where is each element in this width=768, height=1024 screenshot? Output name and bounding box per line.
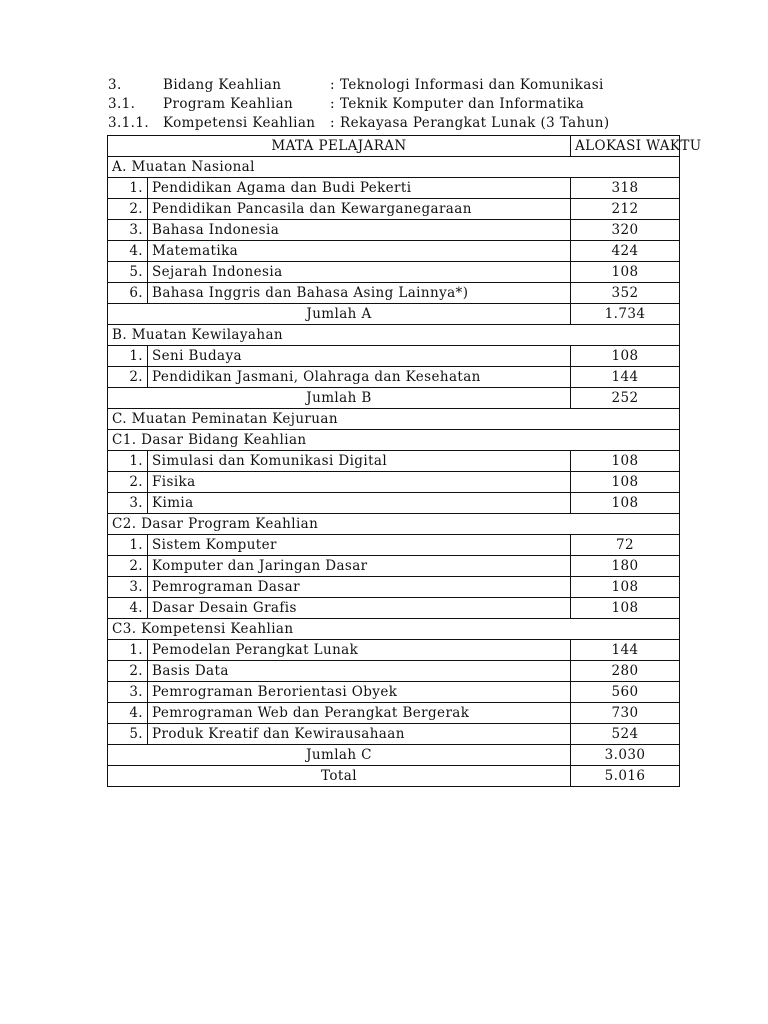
section-title-row [108,325,680,346]
table-row [108,661,680,682]
table-row [108,682,680,703]
row-number: 5. [108,262,148,283]
section-title: B. Muatan Kewilayahan [108,325,680,346]
subject-hours: 144 [571,367,680,388]
subject-hours: 108 [571,262,680,283]
table-row [108,703,680,724]
table-row [108,241,680,262]
table-row [108,640,680,661]
table-header-row [108,136,680,157]
row-number: 3. [108,682,148,703]
subtotal-value: 3.030 [571,745,680,766]
table-row [108,535,680,556]
table-row [108,556,680,577]
subtotal-label: Jumlah C [108,745,571,766]
row-number: 3. [108,493,148,514]
table-row [108,199,680,220]
row-number: 2. [108,556,148,577]
header-label: Program Keahlian [163,96,294,112]
subject-hours: 212 [571,199,680,220]
subject-hours: 318 [571,178,680,199]
section-title-row [108,409,680,430]
row-number: 2. [108,367,148,388]
subject-name: Pemrograman Dasar [148,577,571,598]
subject-name: Dasar Desain Grafis [148,598,571,619]
subject-hours: 424 [571,241,680,262]
header-number: 3. [108,77,122,93]
subject-hours: 108 [571,577,680,598]
subject-name: Pemrograman Web dan Perangkat Bergerak [148,703,571,724]
header-separator: : [330,77,335,93]
header-value: Teknik Komputer dan Informatika [340,96,585,112]
section-title-row [108,157,680,178]
header-label: Bidang Keahlian [163,77,282,93]
subject-name: Pendidikan Agama dan Budi Pekerti [148,178,571,199]
grand-total-label: Total [108,766,571,787]
table-row [108,346,680,367]
subject-name: Pemodelan Perangkat Lunak [148,640,571,661]
table-row [108,472,680,493]
row-number: 2. [108,472,148,493]
subject-hours: 352 [571,283,680,304]
row-number: 1. [108,451,148,472]
subject-hours: 108 [571,346,680,367]
row-number: 1. [108,178,148,199]
subtotal-row [108,388,680,409]
table-row [108,451,680,472]
row-number: 3. [108,577,148,598]
subject-name: Kimia [148,493,571,514]
section-title: A. Muatan Nasional [108,157,680,178]
header-separator: : [330,96,335,112]
subject-name: Fisika [148,472,571,493]
table-row [108,724,680,745]
table-row [108,598,680,619]
subject-name: Matematika [148,241,571,262]
subsection-title-row [108,619,680,640]
subject-name: Pendidikan Jasmani, Olahraga dan Kesehatan [148,367,571,388]
row-number: 3. [108,220,148,241]
subtotal-row [108,745,680,766]
subsection-title-row [108,514,680,535]
subtotal-value: 252 [571,388,680,409]
subject-hours: 144 [571,640,680,661]
subject-hours: 320 [571,220,680,241]
table-row [108,493,680,514]
subtotal-label: Jumlah A [108,304,571,325]
subject-hours: 560 [571,682,680,703]
subject-name: Komputer dan Jaringan Dasar [148,556,571,577]
header-number: 3.1. [108,96,136,112]
curriculum-table [107,135,702,787]
table-row [108,367,680,388]
grand-total-row [108,766,680,787]
subject-hours: 730 [571,703,680,724]
row-number: 1. [108,535,148,556]
row-number: 4. [108,703,148,724]
column-header-subject: MATA PELAJARAN [108,136,571,157]
row-number: 5. [108,724,148,745]
subsection-title: C2. Dasar Program Keahlian [108,514,680,535]
subject-name: Sistem Komputer [148,535,571,556]
table-row [108,220,680,241]
subject-hours: 280 [571,661,680,682]
subject-name: Basis Data [148,661,571,682]
column-header-time: ALOKASI WAKTU [571,136,680,157]
row-number: 4. [108,241,148,262]
subtotal-value: 1.734 [571,304,680,325]
header-number: 3.1.1. [108,115,150,131]
row-number: 1. [108,346,148,367]
subject-hours: 72 [571,535,680,556]
header-row-bidang [108,76,610,95]
header-value: Rekayasa Perangkat Lunak (3 Tahun) [340,115,610,131]
subject-name: Bahasa Inggris dan Bahasa Asing Lainnya*) [148,283,571,304]
row-number: 6. [108,283,148,304]
table-row [108,178,680,199]
row-number: 4. [108,598,148,619]
subject-name: Sejarah Indonesia [148,262,571,283]
header-row-program [108,95,610,114]
row-number: 2. [108,661,148,682]
subject-hours: 180 [571,556,680,577]
subtotal-row [108,304,680,325]
subject-hours: 108 [571,493,680,514]
subtotal-label: Jumlah B [108,388,571,409]
row-number: 2. [108,199,148,220]
table-row [108,262,680,283]
subsection-title: C3. Kompetensi Keahlian [108,619,680,640]
table-row [108,283,680,304]
subject-hours: 108 [571,472,680,493]
grand-total-value: 5.016 [571,766,680,787]
document-header [108,76,610,133]
row-number: 1. [108,640,148,661]
subsection-title: C1. Dasar Bidang Keahlian [108,430,680,451]
header-separator: : [330,115,335,131]
subject-hours: 108 [571,598,680,619]
subsection-title-row [108,430,680,451]
subject-name: Simulasi dan Komunikasi Digital [148,451,571,472]
subject-name: Pendidikan Pancasila dan Kewarganegaraan [148,199,571,220]
subject-hours: 524 [571,724,680,745]
subject-name: Seni Budaya [148,346,571,367]
subject-name: Produk Kreatif dan Kewirausahaan [148,724,571,745]
header-label: Kompetensi Keahlian [163,115,316,131]
section-title: C. Muatan Peminatan Kejuruan [108,409,680,430]
header-row-kompetensi [108,114,610,133]
table-row [108,577,680,598]
header-value: Teknologi Informasi dan Komunikasi [340,77,604,93]
subject-name: Pemrograman Berorientasi Obyek [148,682,571,703]
subject-hours: 108 [571,451,680,472]
subject-name: Bahasa Indonesia [148,220,571,241]
